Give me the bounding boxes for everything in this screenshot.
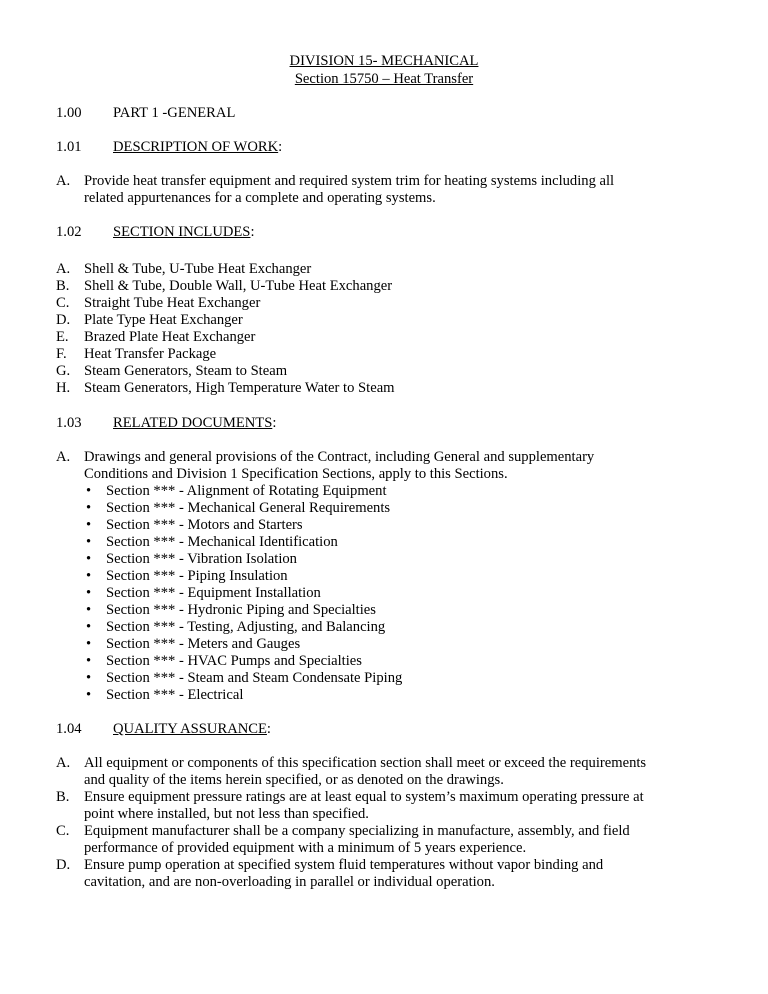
item-text: point where installed, but not less than specified. [84, 806, 369, 822]
list-item-letter: B. [56, 278, 70, 294]
bullet-icon: • [86, 500, 92, 516]
bullet-icon: • [86, 687, 92, 703]
list-item-letter: E. [56, 329, 69, 345]
list-item: Shell & Tube, Double Wall, U-Tube Heat Exchanger [84, 278, 393, 294]
list-item-letter: A. [56, 261, 71, 277]
list-item: Heat Transfer Package [84, 346, 217, 362]
list-item: Shell & Tube, U-Tube Heat Exchanger [84, 261, 312, 277]
item-letter: B. [56, 789, 70, 805]
item-text: Provide heat transfer equipment and required system trim for heating systems including all [84, 173, 615, 189]
related-section-item: Section *** - Alignment of Rotating Equipment [106, 483, 387, 499]
bullet-icon: • [86, 568, 92, 584]
list-item: Straight Tube Heat Exchanger [84, 295, 261, 311]
related-section-item: Section *** - Meters and Gauges [106, 636, 301, 652]
section-number-1-02: 1.02 [56, 224, 82, 240]
item-text: All equipment or components of this specification section shall meet or exceed the requirements [84, 755, 647, 771]
list-item-letter: D. [56, 312, 71, 328]
item-text: Drawings and general provisions of the Contract, including General and supplementary [84, 449, 595, 465]
bullet-icon: • [86, 636, 92, 652]
list-item-letter: G. [56, 363, 71, 379]
item-text: and quality of the items herein specified, or as denoted on the drawings. [84, 772, 504, 788]
bullet-icon: • [86, 483, 92, 499]
division-title: DIVISION 15- MECHANICAL [289, 53, 479, 69]
item-letter: A. [56, 173, 71, 189]
heading-related-documents: RELATED DOCUMENTS: [113, 415, 277, 431]
section-title: Section 15750 – Heat Transfer [294, 71, 474, 87]
related-section-item: Section *** - Testing, Adjusting, and Balancing [106, 619, 386, 635]
related-section-item: Section *** - Vibration Isolation [106, 551, 297, 567]
list-item-letter: H. [56, 380, 71, 396]
part-title: PART 1 -GENERAL [113, 105, 236, 121]
bullet-icon: • [86, 670, 92, 686]
list-item: Steam Generators, High Temperature Water to Steam [84, 380, 395, 396]
list-item: Plate Type Heat Exchanger [84, 312, 243, 328]
related-section-item: Section *** - Electrical [106, 687, 244, 703]
list-item: Brazed Plate Heat Exchanger [84, 329, 256, 345]
section-number-1-04: 1.04 [56, 721, 82, 737]
part-number: 1.00 [56, 105, 82, 121]
related-section-item: Section *** - Mechanical General Requirements [106, 500, 391, 516]
related-section-item: Section *** - Equipment Installation [106, 585, 321, 601]
list-item: Steam Generators, Steam to Steam [84, 363, 288, 379]
heading-description-of-work: DESCRIPTION OF WORK: [113, 139, 283, 155]
bullet-icon: • [86, 602, 92, 618]
item-letter: A. [56, 755, 71, 771]
related-section-item: Section *** - Motors and Starters [106, 517, 303, 533]
item-text: Ensure equipment pressure ratings are at least equal to system’s maximum operating pressure at [84, 789, 644, 805]
item-letter: D. [56, 857, 71, 873]
item-text: Equipment manufacturer shall be a company specializing in manufacture, assembly, and field [84, 823, 630, 839]
bullet-icon: • [86, 551, 92, 567]
item-letter: A. [56, 449, 71, 465]
bullet-icon: • [86, 534, 92, 550]
list-item-letter: C. [56, 295, 70, 311]
bullet-icon: • [86, 619, 92, 635]
section-number-1-01: 1.01 [56, 139, 82, 155]
bullet-icon: • [86, 517, 92, 533]
list-item-letter: F. [56, 346, 67, 362]
related-section-item: Section *** - Steam and Steam Condensate Piping [106, 670, 403, 686]
heading-quality-assurance: QUALITY ASSURANCE: [113, 721, 271, 737]
related-section-item: Section *** - Hydronic Piping and Specialties [106, 602, 376, 618]
item-text: cavitation, and are non-overloading in parallel or individual operation. [84, 874, 495, 890]
heading-section-includes: SECTION INCLUDES: [113, 224, 255, 240]
section-number-1-03: 1.03 [56, 415, 82, 431]
item-text: performance of provided equipment with a minimum of 5 years experience. [84, 840, 527, 856]
bullet-icon: • [86, 653, 92, 669]
item-text: related appurtenances for a complete and operating systems. [84, 190, 436, 206]
related-section-item: Section *** - Piping Insulation [106, 568, 288, 584]
bullet-icon: • [86, 585, 92, 601]
item-letter: C. [56, 823, 70, 839]
related-section-item: Section *** - Mechanical Identification [106, 534, 338, 550]
item-text: Conditions and Division 1 Specification Sections, apply to this Sections. [84, 466, 508, 482]
item-text: Ensure pump operation at specified system fluid temperatures without vapor binding and [84, 857, 604, 873]
related-section-item: Section *** - HVAC Pumps and Specialties [106, 653, 362, 669]
